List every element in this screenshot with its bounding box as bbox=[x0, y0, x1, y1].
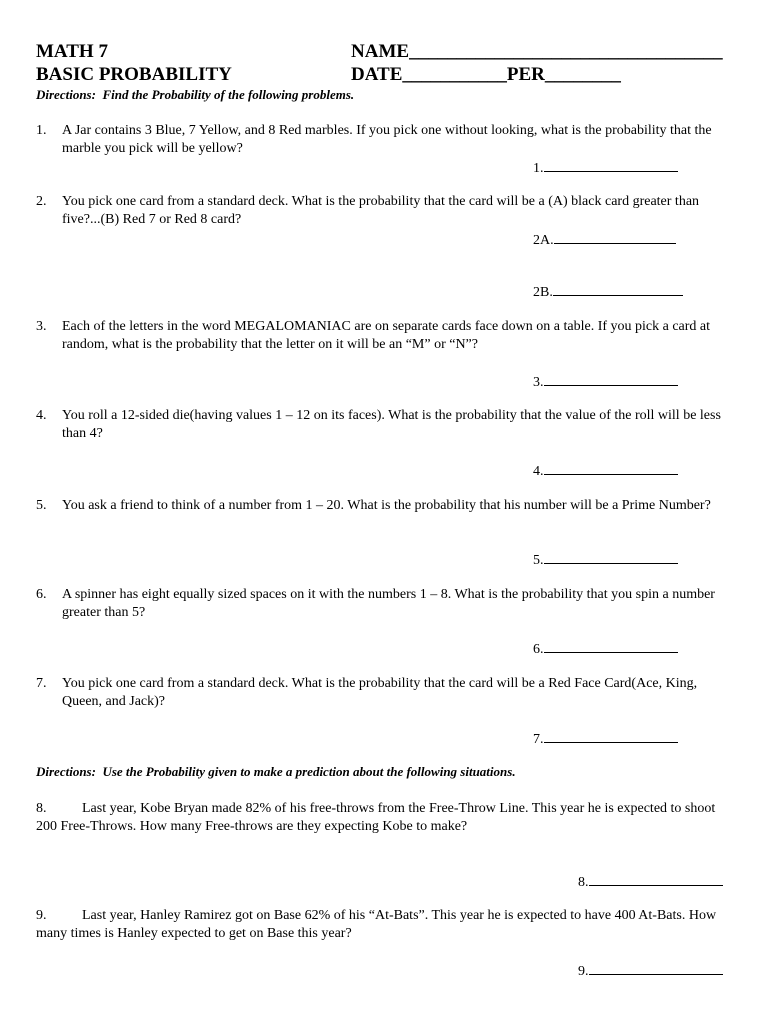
answer-blank[interactable] bbox=[553, 283, 683, 296]
answer-5[interactable] bbox=[533, 551, 678, 568]
answer-9[interactable] bbox=[578, 962, 723, 979]
answer-7[interactable] bbox=[533, 730, 678, 747]
answer-label: 1. bbox=[533, 161, 544, 176]
answer-label: 4. bbox=[533, 464, 544, 479]
question-text: You roll a 12-sided die(having values 1 – 12 on its faces). What is the probability that the value of the roll will be less than 4? bbox=[62, 408, 721, 441]
answer-blank[interactable] bbox=[544, 373, 678, 386]
question-number: 6. bbox=[36, 587, 47, 602]
question-text: A Jar contains 3 Blue, 7 Yellow, and 8 Red marbles. If you pick one without looking, what is the probability that the marble you pick will be yellow? bbox=[62, 123, 712, 156]
date-label: DATE bbox=[351, 64, 403, 85]
question-number: 4. bbox=[36, 408, 47, 423]
question-text: A spinner has eight equally sized spaces on it with the numbers 1 – 8. What is the probability that you spin a number greater than 5? bbox=[62, 587, 715, 620]
answer-label: 3. bbox=[533, 375, 544, 390]
answer-blank[interactable] bbox=[544, 730, 678, 743]
question-text: You ask a friend to think of a number from 1 – 20. What is the probability that his number will be a Prime Number? bbox=[62, 498, 711, 513]
answer-blank[interactable] bbox=[589, 873, 723, 886]
question-number: 1. bbox=[36, 123, 47, 138]
name-row bbox=[351, 42, 723, 61]
question-8 bbox=[36, 800, 732, 836]
answer-label: 5. bbox=[533, 553, 544, 568]
course-title: MATH 7 bbox=[36, 41, 108, 62]
answer-6[interactable] bbox=[533, 640, 678, 657]
answer-blank[interactable] bbox=[544, 640, 678, 653]
question-text: You pick one card from a standard deck. What is the probability that the card will be a Red Face Card(Ace, King, Queen, and Jack)? bbox=[62, 676, 698, 709]
question-number: 3. bbox=[36, 319, 47, 334]
name-field[interactable]: _________________________________ bbox=[409, 41, 723, 62]
question-text: Each of the letters in the word MEGALOMANIAC are on separate cards face down on a table. If you pick a card at random, what is the probability that the letter on it will be an “M” or “N”? bbox=[62, 319, 711, 352]
name-label: NAME bbox=[351, 41, 410, 62]
question-number: 2. bbox=[36, 194, 47, 209]
answer-blank[interactable] bbox=[544, 462, 678, 475]
answer-3[interactable] bbox=[533, 373, 678, 390]
question-text: Last year, Kobe Bryan made 82% of his free-throws from the Free-Throw Line. This year he is expected to shoot 200 Free-Throws. How many Free-throws are they expecting Kobe to make? bbox=[36, 801, 716, 834]
date-field[interactable]: ___________ bbox=[402, 64, 507, 85]
per-label: PER bbox=[506, 64, 545, 85]
question-text: Last year, Hanley Ramirez got on Base 62% of his “At-Bats”. This year he is expected to have 400 At-Bats. How many times is Hanley expected to get on Base this year? bbox=[36, 908, 717, 941]
answer-blank[interactable] bbox=[554, 231, 676, 244]
answer-1[interactable] bbox=[533, 159, 678, 176]
question-text: You pick one card from a standard deck. What is the probability that the card will be a (A) black card greater than five?...(B) Red 7 or Red 8 card? bbox=[62, 194, 700, 227]
answer-2b[interactable] bbox=[533, 283, 683, 300]
answer-label: 6. bbox=[533, 642, 544, 657]
answer-2a[interactable] bbox=[533, 231, 676, 248]
answer-label: 2B. bbox=[533, 285, 553, 300]
answer-label: 7. bbox=[533, 732, 544, 747]
answer-label: 8. bbox=[578, 875, 589, 890]
answer-blank[interactable] bbox=[589, 962, 723, 975]
directions-section-2: Directions: Use the Probability given to make a prediction about the following situations. bbox=[36, 764, 516, 779]
topic-title: BASIC PROBABILITY bbox=[36, 64, 232, 85]
question-number: 8. bbox=[36, 801, 47, 816]
date-per-row bbox=[351, 65, 621, 84]
answer-label: 9. bbox=[578, 964, 589, 979]
answer-blank[interactable] bbox=[544, 159, 678, 172]
answer-8[interactable] bbox=[578, 873, 723, 890]
answer-4[interactable] bbox=[533, 462, 678, 479]
answer-label: 2A. bbox=[533, 233, 554, 248]
question-9 bbox=[36, 907, 732, 943]
question-number: 7. bbox=[36, 676, 47, 691]
answer-blank[interactable] bbox=[544, 551, 678, 564]
directions-section-1: Directions: Find the Probability of the following problems. bbox=[36, 87, 355, 102]
per-field[interactable]: ________ bbox=[544, 64, 621, 85]
question-number: 9. bbox=[36, 908, 47, 923]
question-number: 5. bbox=[36, 498, 47, 513]
